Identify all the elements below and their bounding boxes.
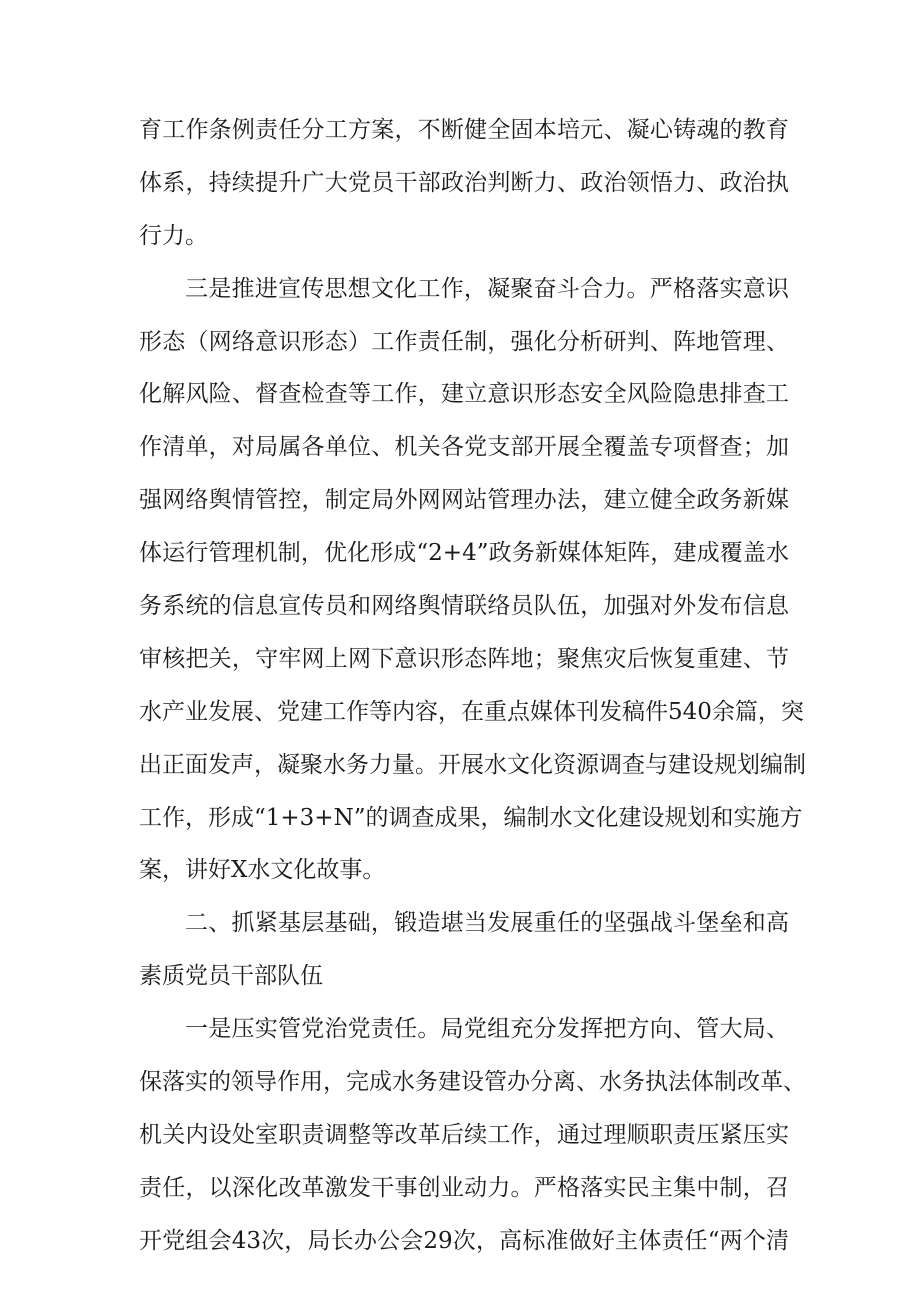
text-line: 保落实的领导作用，完成水务建设管办分离、水务执法体制改革、	[139, 1069, 806, 1096]
text-line: 二、抓紧基层基础，锻造堪当发展重任的坚强战斗堡垒和高	[185, 910, 789, 937]
text-line: 形态（网络意识形态）工作责任制，强化分析研判、阵地管理、	[139, 328, 789, 355]
text-line: 素质党员干部队伍	[139, 963, 323, 990]
text-line: 机关内设处室职责调整等改革后续工作，通过理顺职责压紧压实	[139, 1121, 789, 1148]
text-line: 体运行管理机制，优化形成“2+4”政务新媒体矩阵，建成覆盖水	[139, 540, 789, 567]
text-line: 工作，形成“1+3+N”的调查成果，编制水文化建设规划和实施方	[139, 804, 803, 831]
text-line: 审核把关，守牢网上网下意识形态阵地；聚焦灾后恢复重建、节	[139, 645, 789, 672]
text-line: 一是压实管党治党责任。局党组充分发挥把方向、管大局、	[185, 1016, 789, 1043]
paragraph-party-responsibility	[139, 1003, 806, 1267]
text-line: 作清单，对局属各单位、机关各党支部开展全覆盖专项督查；加	[139, 434, 789, 461]
section-heading-grassroots	[139, 897, 789, 1003]
text-line: 育工作条例责任分工方案，不断健全固本培元、凝心铸魂的教育	[139, 117, 789, 143]
paragraph-propaganda-culture	[139, 263, 806, 898]
text-line: 三是推进宣传思想文化工作，凝聚奋斗合力。严格落实意识	[185, 275, 789, 302]
text-line: 体系，持续提升广大党员干部政治判断力、政治领悟力、政治执	[139, 169, 789, 196]
text-line: 行力。	[139, 222, 208, 249]
text-line: 责任，以深化改革激发干事创业动力。严格落实民主集中制，召	[139, 1174, 789, 1201]
document-body	[139, 104, 806, 1268]
text-line: 水产业发展、党建工作等内容，在重点媒体刊发稿件540余篇，突	[139, 698, 804, 725]
text-line: 强网络舆情管控，制定局外网网站管理办法，建立健全政务新媒	[139, 487, 789, 514]
text-line: 开党组会43次，局长办公会29次，高标准做好主体责任“两个清	[139, 1227, 789, 1254]
text-line: 出正面发声，凝聚水务力量。开展水文化资源调查与建设规划编制	[139, 751, 806, 778]
paragraph-education-continuation	[139, 104, 789, 263]
text-line: 务系统的信息宣传员和网络舆情联络员队伍，加强对外发布信息	[139, 593, 789, 620]
text-line: 案，讲好X水文化故事。	[139, 857, 386, 884]
text-line: 化解风险、督查检查等工作，建立意识形态安全风险隐患排查工	[139, 381, 789, 408]
